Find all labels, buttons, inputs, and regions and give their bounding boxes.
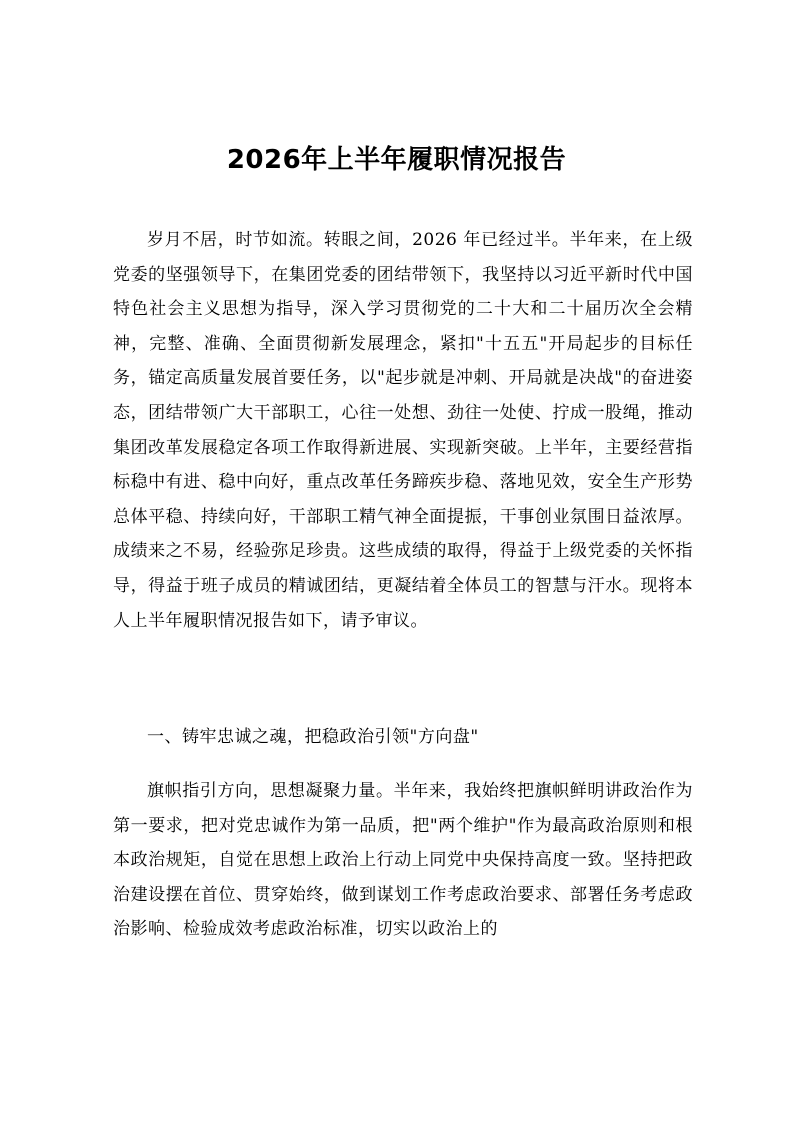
section-heading: 一、铸牢忠诚之魂，把稳政治引领"方向盘"	[147, 727, 479, 747]
document-title: 2026年上半年履职情况报告	[226, 145, 567, 175]
section-paragraph: 旗帜指引方向，思想凝聚力量。半年来，我始终把旗帜鲜明讲政治作为第一要求，把对党忠诚作为第一品质，把"两个维护"作为最高政治原则和根本政治规矩，自觉在思想上政治上行动上同党中央保持高度一致。坚持把政治建设摆在首位、贯穿始终，做到谋划工作考虑政治要求、部署任务考虑政治影响、检验成效考虑政治标准，切实以政治上的	[113, 781, 693, 940]
intro-paragraph: 岁月不居，时节如流。转眼之间，2026 年已经过半。半年来，在上级党委的坚强领导下，在集团党委的团结带领下，我坚持以习近平新时代中国特色社会主义思想为指导，深入学习贯彻党的二十大和二十届历次全会精神，完整、准确、全面贯彻新发展理念，紧扣"十五五"开局起步的目标任务，锚定高质量发展首要任务，以"起步就是冲刺、开局就是决战"的奋进姿态，团结带领广大干部职工，心往一处想、劲往一处使、拧成一股绳，推动集团改革发展稳定各项工作取得新进展、实现新突破。上半年，主要经营指标稳中有进、稳中向好，重点改革任务蹄疾步稳、落地见效，安全生产形势总体平稳、持续向好，干部职工精气神全面提振，干事创业氛围日益浓厚。成绩来之不易，经验弥足珍贵。这些成绩的取得，得益于上级党委的关怀指导，得益于班子成员的精诚团结，更凝结着全体员工的智慧与汗水。现将本人上半年履职情况报告如下，请予审议。	[113, 230, 693, 631]
